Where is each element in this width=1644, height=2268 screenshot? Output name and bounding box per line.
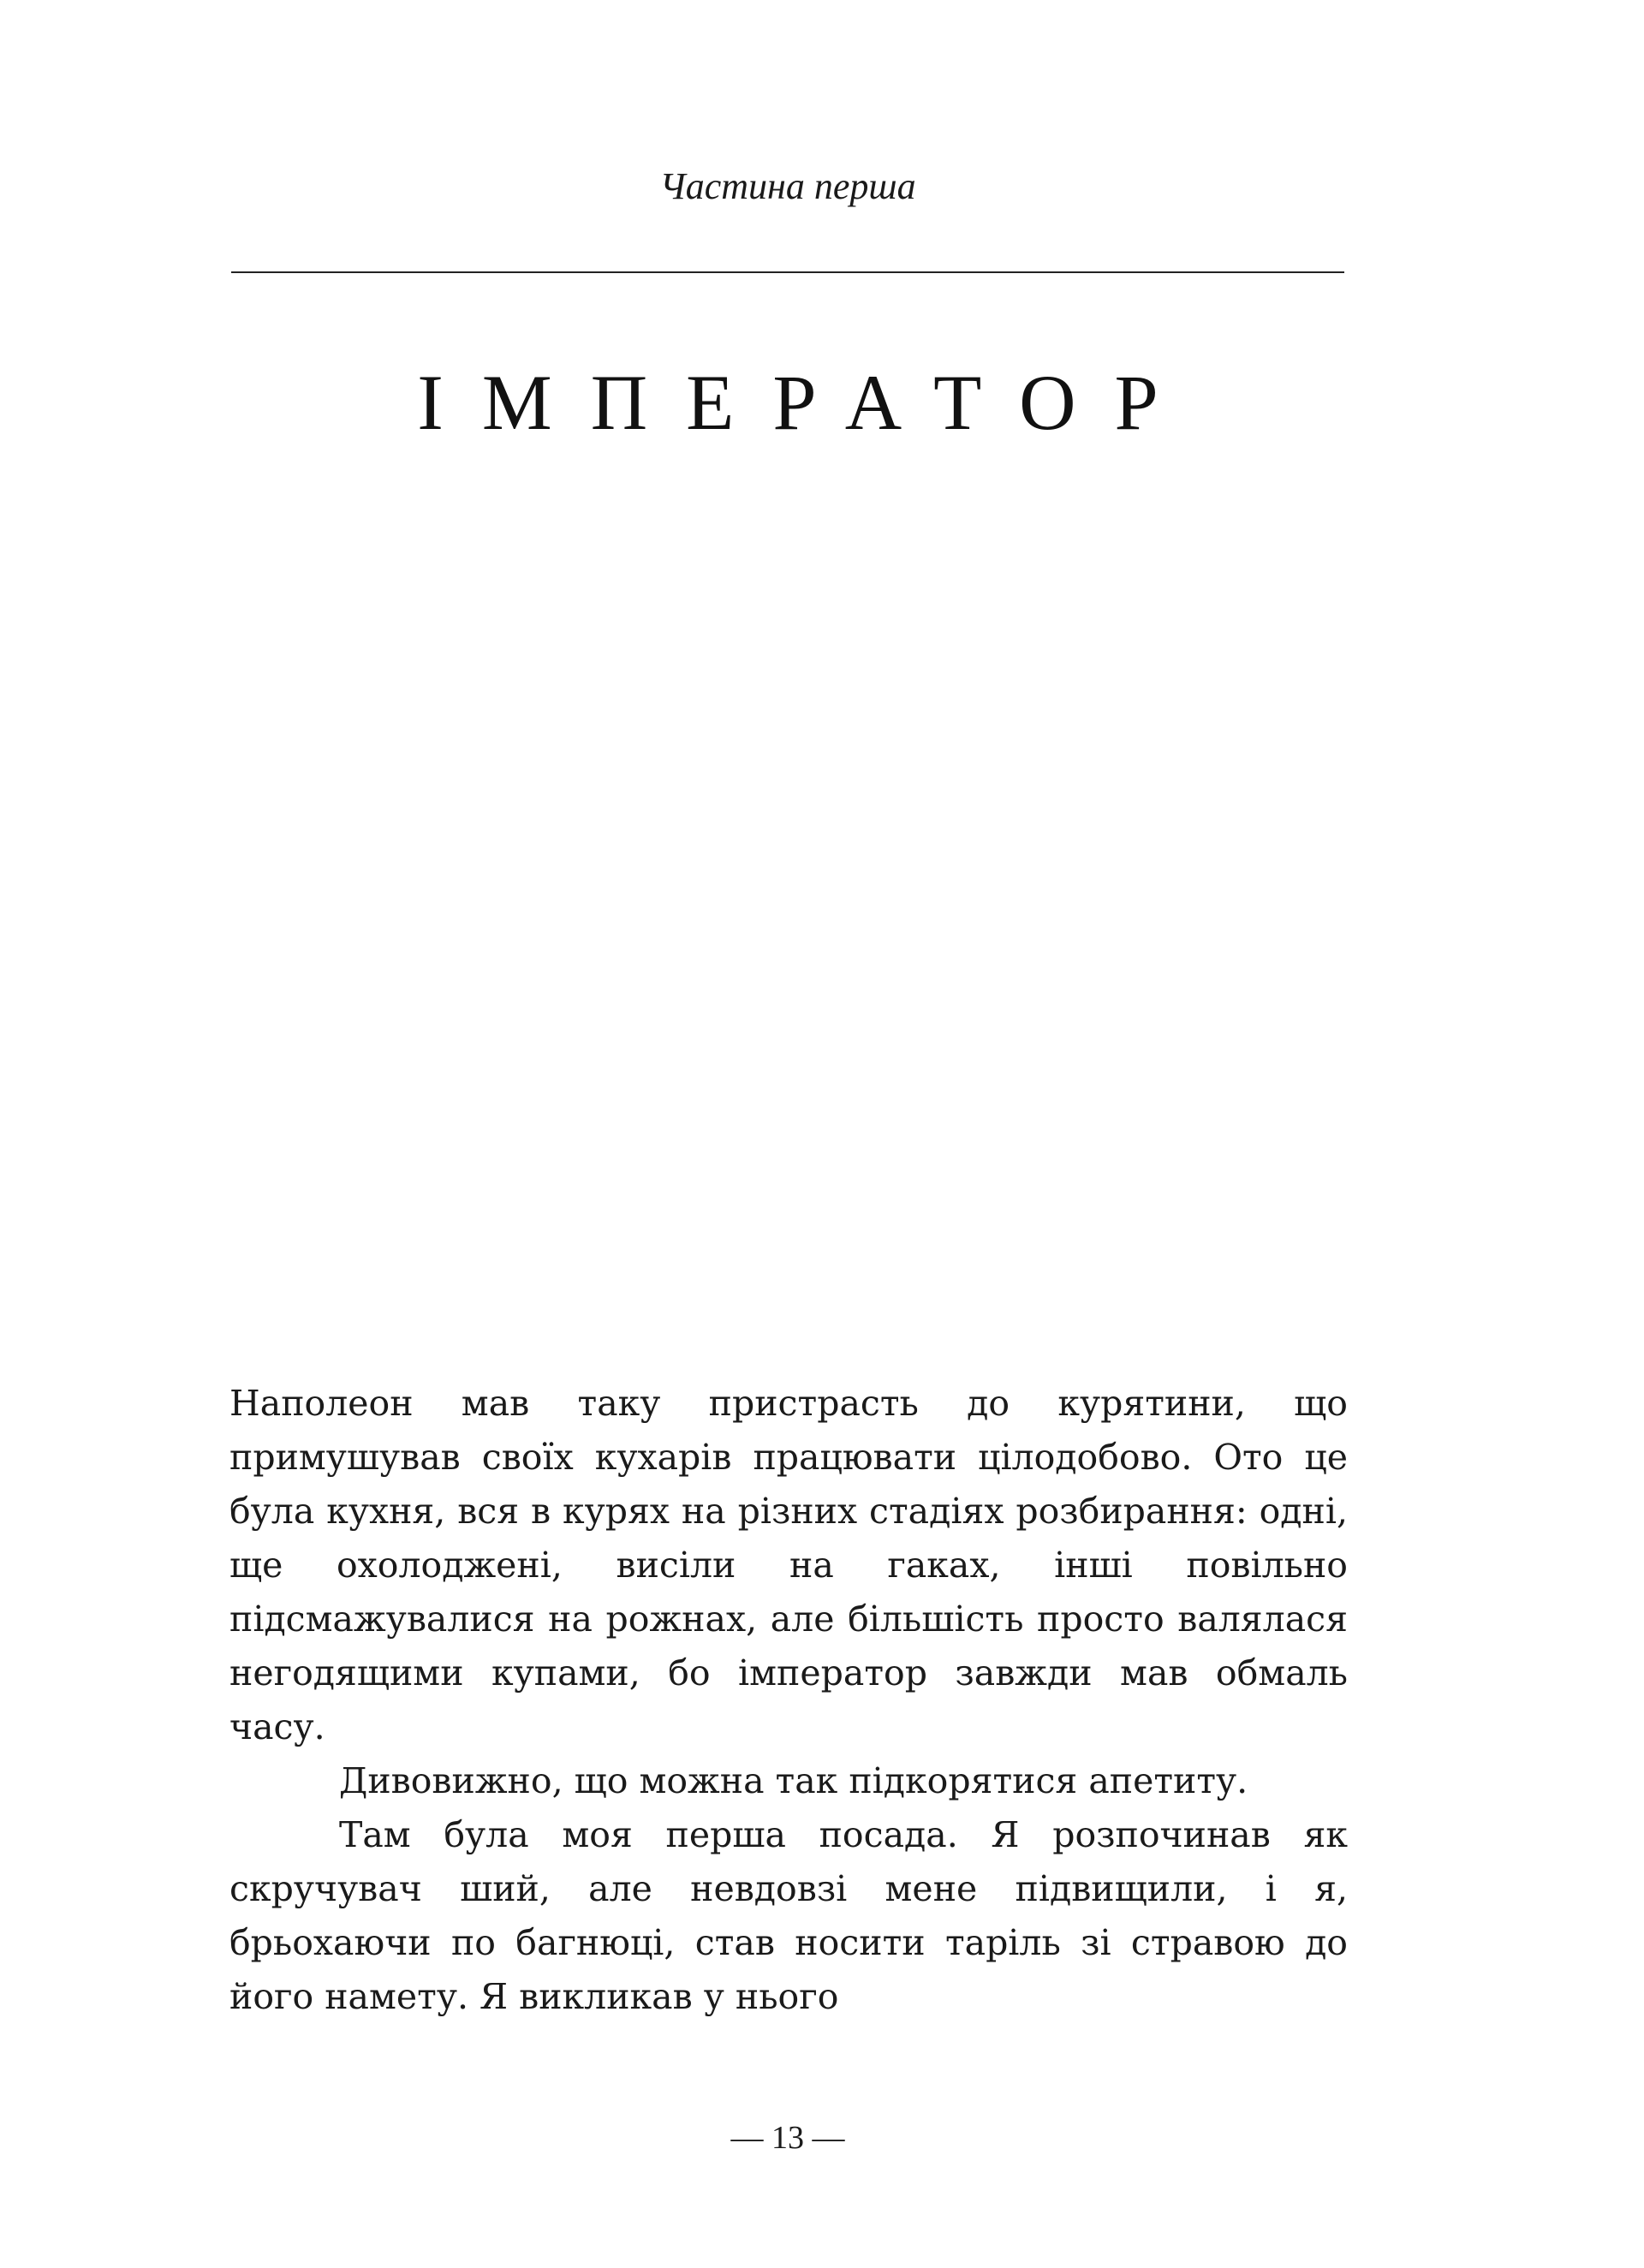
chapter-title: ІМПЕРАТОР <box>417 359 1197 446</box>
body-text <box>229 1377 1348 2024</box>
paragraph: Наполеон мав таку пристрасть до курятини, що примушував своїх кухарів працювати цілодобово. Ото це була кухня, вся в курях на різних стадіях розбирання: одні, ще охолоджені, висіли на гаках, інші повільно підсмажувалися на рожнах, але більшість просто валялася негодящими купами, бо імператор завжди мав обмаль часу. <box>229 1383 1348 1747</box>
header-divider <box>231 271 1344 273</box>
part-label: Частина перша <box>659 165 916 207</box>
paragraph: Дивовижно, що можна так підкорятися апетиту. <box>339 1760 1248 1801</box>
page-number: — 13 — <box>730 2120 845 2156</box>
paragraph: Там була моя перша посада. Я розпочинав як скручувач ший, але невдовзі мене підвищили, і я, брьохаючи по багнюці, став носити таріль зі стравою до його намету. Я викликав у нього <box>229 1814 1348 2017</box>
